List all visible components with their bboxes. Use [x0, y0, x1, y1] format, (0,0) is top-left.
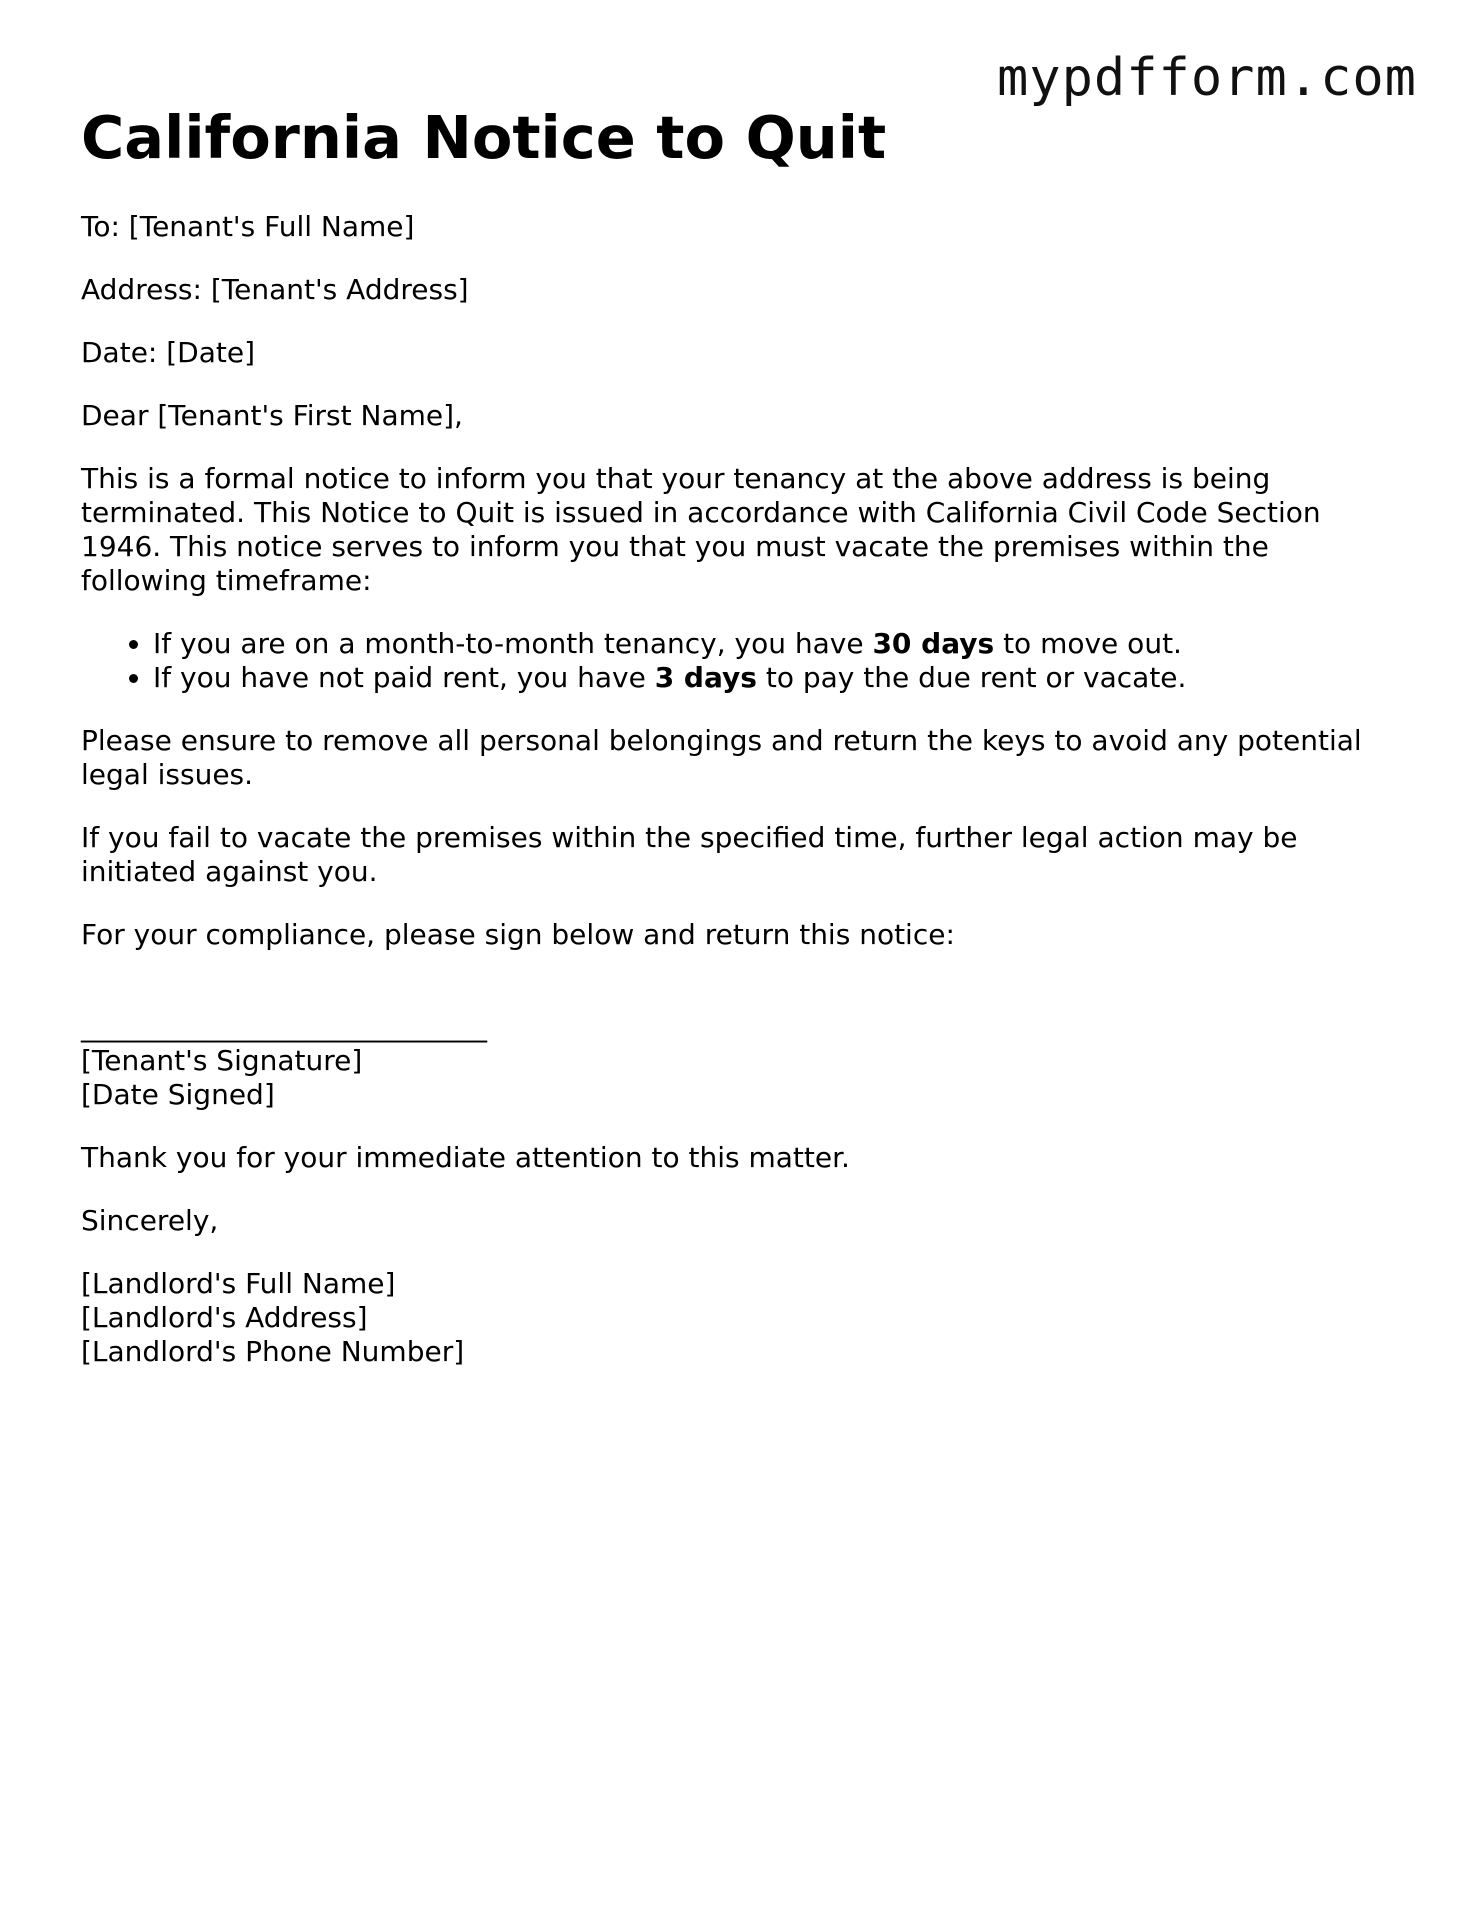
timeframe-days: 3 days [654, 661, 757, 694]
belongings-paragraph: Please ensure to remove all personal belongings and return the keys to avoid any potential legal issues. [81, 724, 1362, 791]
address-line: Address: [Tenant's Address] [81, 273, 469, 306]
landlord-name: [Landlord's Full Name] [81, 1267, 396, 1300]
timeframe-text: If you have not paid rent, you have [153, 661, 655, 694]
signature-block [81, 1010, 1401, 1112]
timeframe-text: to move out. [994, 627, 1182, 660]
closing: Sincerely, [81, 1204, 219, 1237]
landlord-phone: [Landlord's Phone Number] [81, 1335, 465, 1368]
signature-line: _____________________________ [81, 1010, 487, 1043]
landlord-address: [Landlord's Address] [81, 1301, 368, 1334]
watermark: mypdfform.com [997, 48, 1417, 108]
date-signed-label: [Date Signed] [81, 1078, 275, 1111]
landlord-block [81, 1267, 1401, 1369]
to-line: To: [Tenant's Full Name] [81, 210, 415, 243]
timeframe-days: 30 days [872, 627, 995, 660]
timeframe-text: If you are on a month-to-month tenancy, you have [153, 627, 873, 660]
timeframe-text: to pay the due rent or vacate. [756, 661, 1187, 694]
list-item [153, 661, 1401, 695]
timeframe-list [81, 627, 1401, 695]
date-line: Date: [Date] [81, 336, 256, 369]
intro-paragraph: This is a formal notice to inform you that your tenancy at the above address is being terminated. This Notice to Quit is issued in accordance with California Civil Code Section 1946. This notice serves to inform you that you must vacate the premises within the following timeframe: [81, 462, 1321, 597]
thanks-paragraph: Thank you for your immediate attention to this matter. [81, 1141, 850, 1174]
warning-paragraph: If you fail to vacate the premises within the specified time, further legal action may be initiated against you. [81, 821, 1298, 888]
list-item [153, 627, 1401, 661]
tenant-signature-label: [Tenant's Signature] [81, 1044, 363, 1077]
compliance-paragraph: For your compliance, please sign below and return this notice: [81, 918, 955, 951]
page-title: California Notice to Quit [81, 103, 887, 172]
salutation: Dear [Tenant's First Name], [81, 399, 463, 432]
notice-document [81, 102, 1401, 1398]
